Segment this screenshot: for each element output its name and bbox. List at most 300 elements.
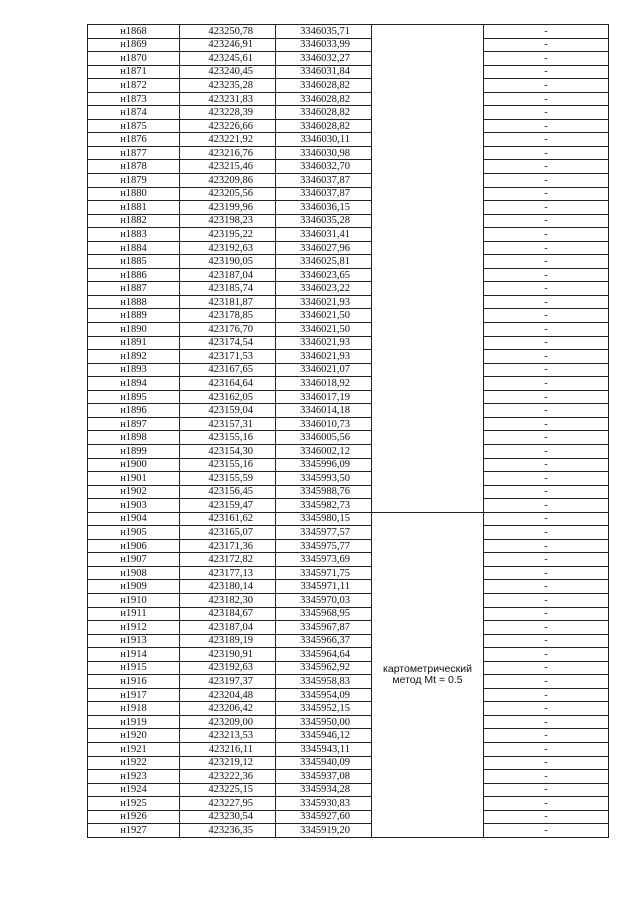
table-row bbox=[88, 485, 609, 499]
point-id-cell: н1887 bbox=[88, 282, 180, 296]
x-coordinate-cell: 423155,59 bbox=[180, 472, 276, 486]
table-row bbox=[88, 715, 609, 729]
x-coordinate-cell: 423174,54 bbox=[180, 336, 276, 350]
y-coordinate-cell: 3346037,87 bbox=[276, 187, 372, 201]
point-id-cell: н1869 bbox=[88, 38, 180, 52]
point-id-cell: н1878 bbox=[88, 160, 180, 174]
error-cell: - bbox=[484, 512, 609, 526]
table-row bbox=[88, 65, 609, 79]
error-cell: - bbox=[484, 79, 609, 93]
point-id-cell: н1908 bbox=[88, 566, 180, 580]
x-coordinate-cell: 423240,45 bbox=[180, 65, 276, 79]
point-id-cell: н1886 bbox=[88, 268, 180, 282]
table-row bbox=[88, 526, 609, 540]
y-coordinate-cell: 3345937,08 bbox=[276, 770, 372, 784]
point-id-cell: н1876 bbox=[88, 133, 180, 147]
point-id-cell: н1901 bbox=[88, 472, 180, 486]
table-row bbox=[88, 472, 609, 486]
method-line-2: метод Mt = 0.5 bbox=[392, 673, 463, 686]
y-coordinate-cell: 3346035,28 bbox=[276, 214, 372, 228]
x-coordinate-cell: 423213,53 bbox=[180, 729, 276, 743]
x-coordinate-cell: 423167,65 bbox=[180, 363, 276, 377]
table-row bbox=[88, 444, 609, 458]
table-row bbox=[88, 417, 609, 431]
y-coordinate-cell: 3346021,93 bbox=[276, 336, 372, 350]
point-id-cell: н1916 bbox=[88, 675, 180, 689]
point-id-cell: н1926 bbox=[88, 810, 180, 824]
table-row bbox=[88, 729, 609, 743]
table-row bbox=[88, 160, 609, 174]
point-id-cell: н1868 bbox=[88, 25, 180, 39]
error-cell: - bbox=[484, 133, 609, 147]
table-row bbox=[88, 539, 609, 553]
error-cell: - bbox=[484, 241, 609, 255]
x-coordinate-cell: 423180,14 bbox=[180, 580, 276, 594]
y-coordinate-cell: 3345919,20 bbox=[276, 824, 372, 838]
x-coordinate-cell: 423171,36 bbox=[180, 539, 276, 553]
table-row bbox=[88, 241, 609, 255]
method-line-1: картометрический bbox=[383, 662, 472, 675]
y-coordinate-cell: 3346028,82 bbox=[276, 119, 372, 133]
x-coordinate-cell: 423156,45 bbox=[180, 485, 276, 499]
error-cell: - bbox=[484, 742, 609, 756]
x-coordinate-cell: 423178,85 bbox=[180, 309, 276, 323]
y-coordinate-cell: 3346021,93 bbox=[276, 295, 372, 309]
y-coordinate-cell: 3346021,50 bbox=[276, 323, 372, 337]
x-coordinate-cell: 423195,22 bbox=[180, 228, 276, 242]
y-coordinate-cell: 3345971,75 bbox=[276, 566, 372, 580]
x-coordinate-cell: 423205,56 bbox=[180, 187, 276, 201]
table-row bbox=[88, 309, 609, 323]
table-row bbox=[88, 512, 609, 526]
x-coordinate-cell: 423164,64 bbox=[180, 377, 276, 391]
y-coordinate-cell: 3345954,09 bbox=[276, 688, 372, 702]
table-row bbox=[88, 756, 609, 770]
point-id-cell: н1872 bbox=[88, 79, 180, 93]
table-row bbox=[88, 621, 609, 635]
y-coordinate-cell: 3345970,03 bbox=[276, 593, 372, 607]
point-id-cell: н1921 bbox=[88, 742, 180, 756]
point-id-cell: н1909 bbox=[88, 580, 180, 594]
y-coordinate-cell: 3346014,18 bbox=[276, 404, 372, 418]
table-row bbox=[88, 174, 609, 188]
point-id-cell: н1896 bbox=[88, 404, 180, 418]
y-coordinate-cell: 3345971,11 bbox=[276, 580, 372, 594]
table-row bbox=[88, 363, 609, 377]
y-coordinate-cell: 3345940,09 bbox=[276, 756, 372, 770]
point-id-cell: н1895 bbox=[88, 390, 180, 404]
point-id-cell: н1870 bbox=[88, 52, 180, 66]
table-row bbox=[88, 675, 609, 689]
table-row bbox=[88, 295, 609, 309]
error-cell: - bbox=[484, 539, 609, 553]
point-id-cell: н1919 bbox=[88, 715, 180, 729]
y-coordinate-cell: 3346037,87 bbox=[276, 174, 372, 188]
point-id-cell: н1920 bbox=[88, 729, 180, 743]
x-coordinate-cell: 423165,07 bbox=[180, 526, 276, 540]
y-coordinate-cell: 3346030,11 bbox=[276, 133, 372, 147]
y-coordinate-cell: 3345934,28 bbox=[276, 783, 372, 797]
table-row bbox=[88, 607, 609, 621]
y-coordinate-cell: 3345946,12 bbox=[276, 729, 372, 743]
table-row bbox=[88, 702, 609, 716]
error-cell: - bbox=[484, 377, 609, 391]
x-coordinate-cell: 423187,04 bbox=[180, 621, 276, 635]
point-id-cell: н1915 bbox=[88, 661, 180, 675]
table-row bbox=[88, 770, 609, 784]
point-id-cell: н1889 bbox=[88, 309, 180, 323]
table-row bbox=[88, 106, 609, 120]
table-row bbox=[88, 52, 609, 66]
point-id-cell: н1912 bbox=[88, 621, 180, 635]
table-row bbox=[88, 119, 609, 133]
error-cell: - bbox=[484, 25, 609, 39]
error-cell: - bbox=[484, 797, 609, 811]
x-coordinate-cell: 423245,61 bbox=[180, 52, 276, 66]
error-cell: - bbox=[484, 810, 609, 824]
error-cell: - bbox=[484, 146, 609, 160]
table-row bbox=[88, 661, 609, 675]
x-coordinate-cell: 423159,04 bbox=[180, 404, 276, 418]
error-cell: - bbox=[484, 756, 609, 770]
y-coordinate-cell: 3345973,69 bbox=[276, 553, 372, 567]
method-cell-empty bbox=[372, 25, 484, 513]
x-coordinate-cell: 423199,96 bbox=[180, 201, 276, 215]
x-coordinate-cell: 423236,35 bbox=[180, 824, 276, 838]
x-coordinate-cell: 423189,19 bbox=[180, 634, 276, 648]
error-cell: - bbox=[484, 770, 609, 784]
error-cell: - bbox=[484, 715, 609, 729]
point-id-cell: н1873 bbox=[88, 92, 180, 106]
y-coordinate-cell: 3345950,00 bbox=[276, 715, 372, 729]
y-coordinate-cell: 3345977,57 bbox=[276, 526, 372, 540]
point-id-cell: н1907 bbox=[88, 553, 180, 567]
error-cell: - bbox=[484, 390, 609, 404]
table-row bbox=[88, 390, 609, 404]
y-coordinate-cell: 3346028,82 bbox=[276, 106, 372, 120]
error-cell: - bbox=[484, 607, 609, 621]
x-coordinate-cell: 423231,83 bbox=[180, 92, 276, 106]
table-row bbox=[88, 350, 609, 364]
point-id-cell: н1881 bbox=[88, 201, 180, 215]
y-coordinate-cell: 3345988,76 bbox=[276, 485, 372, 499]
table-row bbox=[88, 648, 609, 662]
table-row bbox=[88, 133, 609, 147]
y-coordinate-cell: 3345952,15 bbox=[276, 702, 372, 716]
point-id-cell: н1906 bbox=[88, 539, 180, 553]
y-coordinate-cell: 3345996,09 bbox=[276, 458, 372, 472]
table-row bbox=[88, 404, 609, 418]
point-id-cell: н1903 bbox=[88, 499, 180, 513]
table-row bbox=[88, 431, 609, 445]
y-coordinate-cell: 3346021,93 bbox=[276, 350, 372, 364]
x-coordinate-cell: 423154,30 bbox=[180, 444, 276, 458]
coordinates-table-body bbox=[88, 25, 609, 838]
error-cell: - bbox=[484, 472, 609, 486]
x-coordinate-cell: 423209,86 bbox=[180, 174, 276, 188]
x-coordinate-cell: 423172,82 bbox=[180, 553, 276, 567]
y-coordinate-cell: 3346032,70 bbox=[276, 160, 372, 174]
x-coordinate-cell: 423219,12 bbox=[180, 756, 276, 770]
point-id-cell: н1883 bbox=[88, 228, 180, 242]
x-coordinate-cell: 423216,76 bbox=[180, 146, 276, 160]
point-id-cell: н1905 bbox=[88, 526, 180, 540]
point-id-cell: н1925 bbox=[88, 797, 180, 811]
table-row bbox=[88, 797, 609, 811]
error-cell: - bbox=[484, 350, 609, 364]
error-cell: - bbox=[484, 92, 609, 106]
x-coordinate-cell: 423215,46 bbox=[180, 160, 276, 174]
x-coordinate-cell: 423204,48 bbox=[180, 688, 276, 702]
y-coordinate-cell: 3346031,84 bbox=[276, 65, 372, 79]
error-cell: - bbox=[484, 566, 609, 580]
y-coordinate-cell: 3345964,64 bbox=[276, 648, 372, 662]
point-id-cell: н1910 bbox=[88, 593, 180, 607]
x-coordinate-cell: 423190,91 bbox=[180, 648, 276, 662]
table-row bbox=[88, 146, 609, 160]
point-id-cell: н1871 bbox=[88, 65, 180, 79]
error-cell: - bbox=[484, 499, 609, 513]
y-coordinate-cell: 3346028,82 bbox=[276, 79, 372, 93]
y-coordinate-cell: 3346035,71 bbox=[276, 25, 372, 39]
x-coordinate-cell: 423182,30 bbox=[180, 593, 276, 607]
x-coordinate-cell: 423230,54 bbox=[180, 810, 276, 824]
error-cell: - bbox=[484, 187, 609, 201]
error-cell: - bbox=[484, 458, 609, 472]
error-cell: - bbox=[484, 336, 609, 350]
error-cell: - bbox=[484, 228, 609, 242]
point-id-cell: н1922 bbox=[88, 756, 180, 770]
x-coordinate-cell: 423184,67 bbox=[180, 607, 276, 621]
error-cell: - bbox=[484, 621, 609, 635]
table-row bbox=[88, 810, 609, 824]
error-cell: - bbox=[484, 580, 609, 594]
y-coordinate-cell: 3346021,50 bbox=[276, 309, 372, 323]
error-cell: - bbox=[484, 309, 609, 323]
x-coordinate-cell: 423155,16 bbox=[180, 458, 276, 472]
error-cell: - bbox=[484, 648, 609, 662]
x-coordinate-cell: 423190,05 bbox=[180, 255, 276, 269]
table-row bbox=[88, 566, 609, 580]
x-coordinate-cell: 423222,36 bbox=[180, 770, 276, 784]
y-coordinate-cell: 3345943,11 bbox=[276, 742, 372, 756]
error-cell: - bbox=[484, 65, 609, 79]
x-coordinate-cell: 423246,91 bbox=[180, 38, 276, 52]
point-id-cell: н1892 bbox=[88, 350, 180, 364]
point-id-cell: н1914 bbox=[88, 648, 180, 662]
error-cell: - bbox=[484, 417, 609, 431]
x-coordinate-cell: 423177,13 bbox=[180, 566, 276, 580]
point-id-cell: н1900 bbox=[88, 458, 180, 472]
y-coordinate-cell: 3345927,60 bbox=[276, 810, 372, 824]
error-cell: - bbox=[484, 553, 609, 567]
y-coordinate-cell: 3345966,37 bbox=[276, 634, 372, 648]
point-id-cell: н1884 bbox=[88, 241, 180, 255]
table-row bbox=[88, 201, 609, 215]
y-coordinate-cell: 3346018,92 bbox=[276, 377, 372, 391]
error-cell: - bbox=[484, 282, 609, 296]
x-coordinate-cell: 423187,04 bbox=[180, 268, 276, 282]
y-coordinate-cell: 3346002,12 bbox=[276, 444, 372, 458]
table-row bbox=[88, 25, 609, 39]
point-id-cell: н1874 bbox=[88, 106, 180, 120]
y-coordinate-cell: 3346023,65 bbox=[276, 268, 372, 282]
y-coordinate-cell: 3346036,15 bbox=[276, 201, 372, 215]
point-id-cell: н1885 bbox=[88, 255, 180, 269]
point-id-cell: н1875 bbox=[88, 119, 180, 133]
table-row bbox=[88, 79, 609, 93]
point-id-cell: н1904 bbox=[88, 512, 180, 526]
x-coordinate-cell: 423176,70 bbox=[180, 323, 276, 337]
y-coordinate-cell: 3345967,87 bbox=[276, 621, 372, 635]
point-id-cell: н1888 bbox=[88, 295, 180, 309]
error-cell: - bbox=[484, 255, 609, 269]
y-coordinate-cell: 3346030,98 bbox=[276, 146, 372, 160]
point-id-cell: н1924 bbox=[88, 783, 180, 797]
error-cell: - bbox=[484, 702, 609, 716]
point-id-cell: н1898 bbox=[88, 431, 180, 445]
table-row bbox=[88, 255, 609, 269]
table-row bbox=[88, 228, 609, 242]
x-coordinate-cell: 423227,95 bbox=[180, 797, 276, 811]
point-id-cell: н1917 bbox=[88, 688, 180, 702]
error-cell: - bbox=[484, 119, 609, 133]
error-cell: - bbox=[484, 363, 609, 377]
point-id-cell: н1880 bbox=[88, 187, 180, 201]
point-id-cell: н1882 bbox=[88, 214, 180, 228]
error-cell: - bbox=[484, 201, 609, 215]
x-coordinate-cell: 423197,37 bbox=[180, 675, 276, 689]
error-cell: - bbox=[484, 824, 609, 838]
x-coordinate-cell: 423216,11 bbox=[180, 742, 276, 756]
point-id-cell: н1913 bbox=[88, 634, 180, 648]
point-id-cell: н1902 bbox=[88, 485, 180, 499]
error-cell: - bbox=[484, 174, 609, 188]
x-coordinate-cell: 423226,66 bbox=[180, 119, 276, 133]
table-row bbox=[88, 214, 609, 228]
x-coordinate-cell: 423162,05 bbox=[180, 390, 276, 404]
x-coordinate-cell: 423225,15 bbox=[180, 783, 276, 797]
method-cell bbox=[372, 512, 484, 837]
x-coordinate-cell: 423198,23 bbox=[180, 214, 276, 228]
error-cell: - bbox=[484, 444, 609, 458]
error-cell: - bbox=[484, 214, 609, 228]
table-row bbox=[88, 742, 609, 756]
table-row bbox=[88, 336, 609, 350]
point-id-cell: н1890 bbox=[88, 323, 180, 337]
table-row bbox=[88, 38, 609, 52]
point-id-cell: н1918 bbox=[88, 702, 180, 716]
table-row bbox=[88, 282, 609, 296]
x-coordinate-cell: 423206,42 bbox=[180, 702, 276, 716]
error-cell: - bbox=[484, 661, 609, 675]
point-id-cell: н1897 bbox=[88, 417, 180, 431]
y-coordinate-cell: 3346025,81 bbox=[276, 255, 372, 269]
error-cell: - bbox=[484, 485, 609, 499]
table-row bbox=[88, 323, 609, 337]
error-cell: - bbox=[484, 404, 609, 418]
y-coordinate-cell: 3346032,27 bbox=[276, 52, 372, 66]
error-cell: - bbox=[484, 323, 609, 337]
y-coordinate-cell: 3345962,92 bbox=[276, 661, 372, 675]
y-coordinate-cell: 3345993,50 bbox=[276, 472, 372, 486]
table-row bbox=[88, 688, 609, 702]
error-cell: - bbox=[484, 675, 609, 689]
x-coordinate-cell: 423228,39 bbox=[180, 106, 276, 120]
x-coordinate-cell: 423157,31 bbox=[180, 417, 276, 431]
x-coordinate-cell: 423250,78 bbox=[180, 25, 276, 39]
y-coordinate-cell: 3346027,96 bbox=[276, 241, 372, 255]
table-row bbox=[88, 499, 609, 513]
y-coordinate-cell: 3345930,83 bbox=[276, 797, 372, 811]
table-row bbox=[88, 458, 609, 472]
x-coordinate-cell: 423221,92 bbox=[180, 133, 276, 147]
error-cell: - bbox=[484, 431, 609, 445]
x-coordinate-cell: 423161,62 bbox=[180, 512, 276, 526]
error-cell: - bbox=[484, 688, 609, 702]
table-row bbox=[88, 580, 609, 594]
coordinates-table bbox=[87, 24, 609, 838]
point-id-cell: н1899 bbox=[88, 444, 180, 458]
error-cell: - bbox=[484, 729, 609, 743]
y-coordinate-cell: 3346023,22 bbox=[276, 282, 372, 296]
y-coordinate-cell: 3346021,07 bbox=[276, 363, 372, 377]
x-coordinate-cell: 423209,00 bbox=[180, 715, 276, 729]
x-coordinate-cell: 423185,74 bbox=[180, 282, 276, 296]
y-coordinate-cell: 3345958,83 bbox=[276, 675, 372, 689]
table-row bbox=[88, 377, 609, 391]
y-coordinate-cell: 3346033,99 bbox=[276, 38, 372, 52]
point-id-cell: н1894 bbox=[88, 377, 180, 391]
table-row bbox=[88, 553, 609, 567]
y-coordinate-cell: 3346031,41 bbox=[276, 228, 372, 242]
x-coordinate-cell: 423171,53 bbox=[180, 350, 276, 364]
error-cell: - bbox=[484, 38, 609, 52]
y-coordinate-cell: 3345975,77 bbox=[276, 539, 372, 553]
y-coordinate-cell: 3345968,95 bbox=[276, 607, 372, 621]
y-coordinate-cell: 3346010,73 bbox=[276, 417, 372, 431]
table-row bbox=[88, 593, 609, 607]
table-row bbox=[88, 783, 609, 797]
x-coordinate-cell: 423235,28 bbox=[180, 79, 276, 93]
error-cell: - bbox=[484, 634, 609, 648]
point-id-cell: н1879 bbox=[88, 174, 180, 188]
x-coordinate-cell: 423192,63 bbox=[180, 661, 276, 675]
point-id-cell: н1891 bbox=[88, 336, 180, 350]
point-id-cell: н1911 bbox=[88, 607, 180, 621]
point-id-cell: н1927 bbox=[88, 824, 180, 838]
point-id-cell: н1923 bbox=[88, 770, 180, 784]
error-cell: - bbox=[484, 295, 609, 309]
table-row bbox=[88, 92, 609, 106]
error-cell: - bbox=[484, 268, 609, 282]
table-row bbox=[88, 187, 609, 201]
error-cell: - bbox=[484, 526, 609, 540]
error-cell: - bbox=[484, 160, 609, 174]
table-row bbox=[88, 268, 609, 282]
x-coordinate-cell: 423181,87 bbox=[180, 295, 276, 309]
x-coordinate-cell: 423192,63 bbox=[180, 241, 276, 255]
x-coordinate-cell: 423155,16 bbox=[180, 431, 276, 445]
error-cell: - bbox=[484, 106, 609, 120]
error-cell: - bbox=[484, 593, 609, 607]
y-coordinate-cell: 3345980,15 bbox=[276, 512, 372, 526]
error-cell: - bbox=[484, 52, 609, 66]
y-coordinate-cell: 3346017,19 bbox=[276, 390, 372, 404]
error-cell: - bbox=[484, 783, 609, 797]
point-id-cell: н1877 bbox=[88, 146, 180, 160]
y-coordinate-cell: 3346028,82 bbox=[276, 92, 372, 106]
